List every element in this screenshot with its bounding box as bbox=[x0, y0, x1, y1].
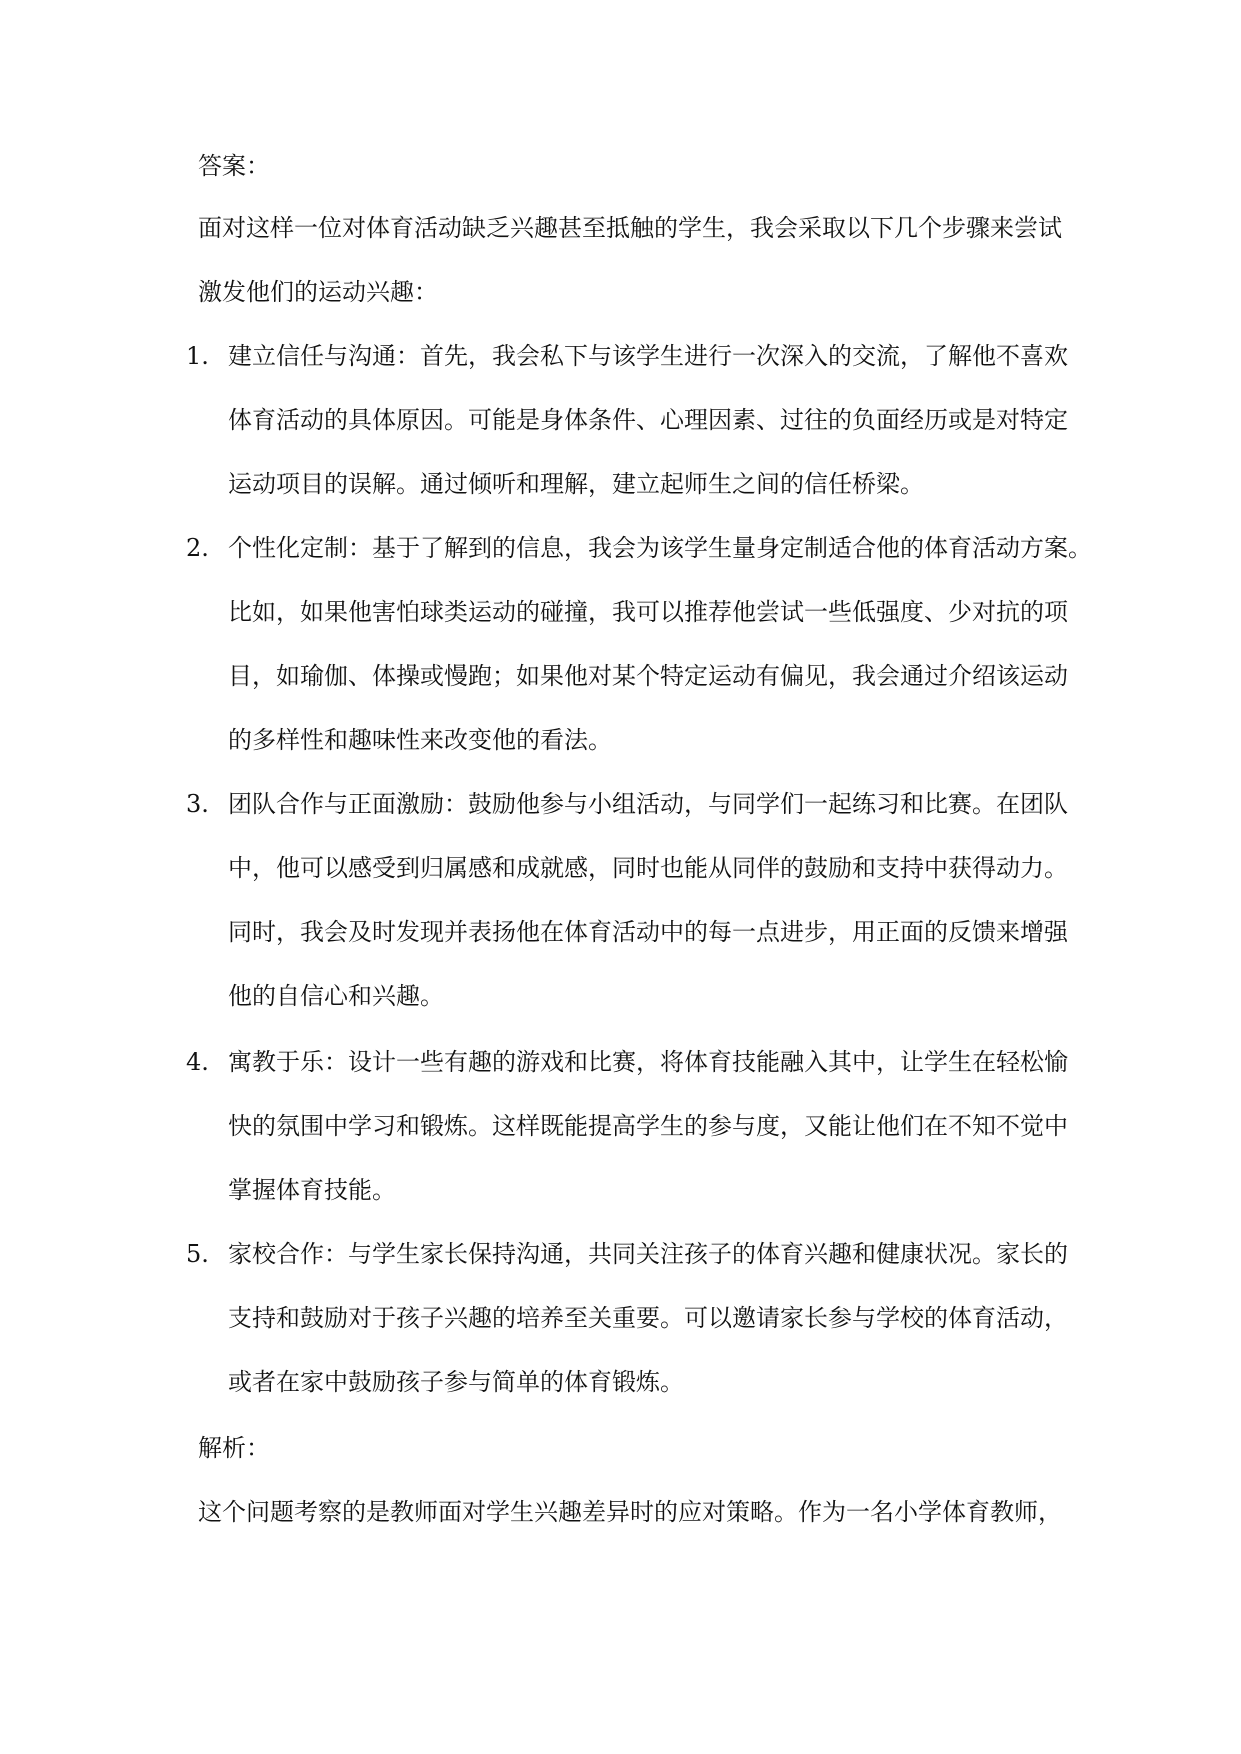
item-1-line-2: 体育活动的具体原因。可能是身体条件、心理因素、过往的负面经历或是对特定 bbox=[228, 406, 1068, 434]
item-2-line-3: 目，如瑜伽、体操或慢跑；如果他对某个特定运动有偏见，我会通过介绍该运动 bbox=[228, 662, 1068, 690]
item-3-number: 3. bbox=[186, 790, 209, 818]
item-5-line-3: 或者在家中鼓励孩子参与简单的体育锻炼。 bbox=[228, 1368, 684, 1396]
item-3-line-3: 同时，我会及时发现并表扬他在体育活动中的每一点进步，用正面的反馈来增强 bbox=[228, 918, 1068, 946]
item-2-line-4: 的多样性和趣味性来改变他的看法。 bbox=[228, 726, 612, 754]
intro-line-2: 激发他们的运动兴趣： bbox=[198, 278, 438, 306]
item-5-number: 5. bbox=[186, 1240, 209, 1268]
item-4-line-3: 掌握体育技能。 bbox=[228, 1176, 396, 1204]
item-5-line-1: 家校合作：与学生家长保持沟通，共同关注孩子的体育兴趣和健康状况。家长的 bbox=[228, 1240, 1068, 1268]
answer-label: 答案： bbox=[198, 152, 270, 180]
item-1-line-1: 建立信任与沟通：首先，我会私下与该学生进行一次深入的交流，了解他不喜欢 bbox=[228, 342, 1068, 370]
analysis-line-1: 这个问题考察的是教师面对学生兴趣差异时的应对策略。作为一名小学体育教师， bbox=[198, 1498, 1062, 1526]
item-2-number: 2. bbox=[186, 534, 209, 562]
item-2-line-2: 比如，如果他害怕球类运动的碰撞，我可以推荐他尝试一些低强度、少对抗的项 bbox=[228, 598, 1068, 626]
item-1-number: 1. bbox=[186, 342, 209, 370]
analysis-label: 解析： bbox=[198, 1434, 270, 1462]
item-3-line-1: 团队合作与正面激励：鼓励他参与小组活动，与同学们一起练习和比赛。在团队 bbox=[228, 790, 1068, 818]
item-5-line-2: 支持和鼓励对于孩子兴趣的培养至关重要。可以邀请家长参与学校的体育活动， bbox=[228, 1304, 1068, 1332]
item-4-number: 4. bbox=[186, 1048, 209, 1076]
item-1-line-3: 运动项目的误解。通过倾听和理解，建立起师生之间的信任桥梁。 bbox=[228, 470, 924, 498]
item-2-line-1: 个性化定制：基于了解到的信息，我会为该学生量身定制适合他的体育活动方案。 bbox=[228, 534, 1092, 562]
intro-line-1: 面对这样一位对体育活动缺乏兴趣甚至抵触的学生，我会采取以下几个步骤来尝试 bbox=[198, 214, 1062, 242]
item-3-line-4: 他的自信心和兴趣。 bbox=[228, 982, 444, 1010]
item-4-line-2: 快的氛围中学习和锻炼。这样既能提高学生的参与度，又能让他们在不知不觉中 bbox=[228, 1112, 1068, 1140]
item-4-line-1: 寓教于乐：设计一些有趣的游戏和比赛，将体育技能融入其中，让学生在轻松愉 bbox=[228, 1048, 1068, 1076]
item-3-line-2: 中，他可以感受到归属感和成就感，同时也能从同伴的鼓励和支持中获得动力。 bbox=[228, 854, 1068, 882]
